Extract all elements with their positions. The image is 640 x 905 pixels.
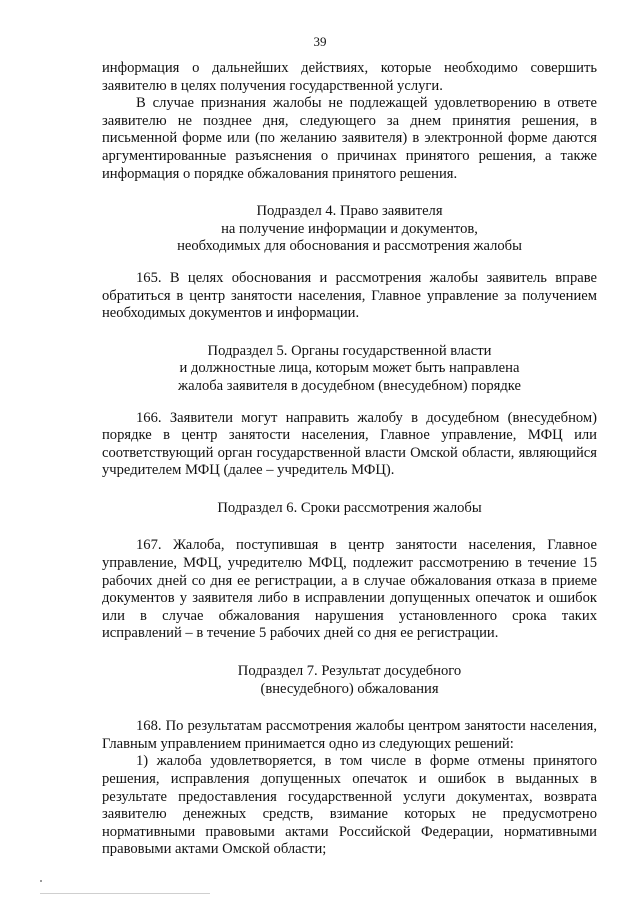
document-body — [102, 60, 597, 859]
scan-mark — [40, 880, 42, 882]
heading-line: жалоба заявителя в досудебном (внесудебном) порядке — [177, 377, 521, 394]
heading-subsection-5 — [102, 343, 597, 396]
paragraph-168: 168. По результатам рассмотрения жалобы центром занятости населения, Главным управлением принимается одно из следующих решений: — [102, 718, 597, 752]
heading-subsection-7 — [102, 663, 597, 698]
paragraph-167: 167. Жалоба, поступившая в центр занятости населения, Главное управление, МФЦ, учредителю МФЦ, подлежит рассмотрению в течение 15 рабочих дней со дня ее регистрации, а в случае обжалования отказа в приеме документов у заявителя либо в исправлении допущенных опечаток и ошибок или в случае обжалования нарушения установленного срока таких исправлений – в течение 5 рабочих дней со дня ее регистрации. — [102, 537, 597, 642]
paragraph-continuation: информация о дальнейших действиях, которые необходимо совершить заявителю в целях получения государственной услуги. — [102, 60, 597, 94]
heading-line: Подраздел 4. Право заявителя — [256, 203, 443, 220]
heading-subsection-6 — [102, 500, 597, 518]
page-number: 39 — [313, 34, 327, 49]
heading-line: на получение информации и документов, — [221, 220, 478, 237]
footnote-divider — [40, 893, 210, 894]
heading-line: (внесудебного) обжалования — [260, 680, 439, 697]
heading-line: Подраздел 6. Сроки рассмотрения жалобы — [217, 499, 482, 516]
heading-line: и должностные лица, которым может быть направлена — [179, 360, 520, 377]
heading-line: Подраздел 5. Органы государственной власти — [207, 342, 492, 359]
heading-subsection-4 — [102, 203, 597, 256]
paragraph-166: 166. Заявители могут направить жалобу в досудебном (внесудебном) порядке в центр занятости населения, Главное управление, МФЦ или соответствующий орган государственной власти Омской области, являющийся учредителем МФЦ (далее – учредитель МФЦ). — [102, 409, 597, 479]
heading-line: необходимых для обоснования и рассмотрения жалобы — [177, 238, 522, 255]
paragraph-168-item-1: 1) жалоба удовлетворяется, в том числе в форме отмены принятого решения, исправления допущенных опечаток и ошибок в выданных в результате предоставления государственной услуги документах, возврата заявителю денежных средств, взимание которых не предусмотрено нормативными правовыми актами Российской Федерации, нормативными правовыми актами Омской области; — [102, 753, 597, 858]
heading-line: Подраздел 7. Результат досудебного — [237, 663, 462, 680]
paragraph-165: 165. В целях обоснования и рассмотрения жалобы заявитель вправе обратиться в центр занятости населения, Главное управление за получением необходимых документов и информации. — [102, 269, 597, 322]
paragraph-rejection: В случае признания жалобы не подлежащей удовлетворению в ответе заявителю не позднее дня, следующего за днем принятия решения, в письменной форме или (по желанию заявителя) в электронной форме даются аргументированные разъяснения о причинах принятого решения, а также информация о порядке обжалования принятого решения. — [102, 95, 597, 182]
